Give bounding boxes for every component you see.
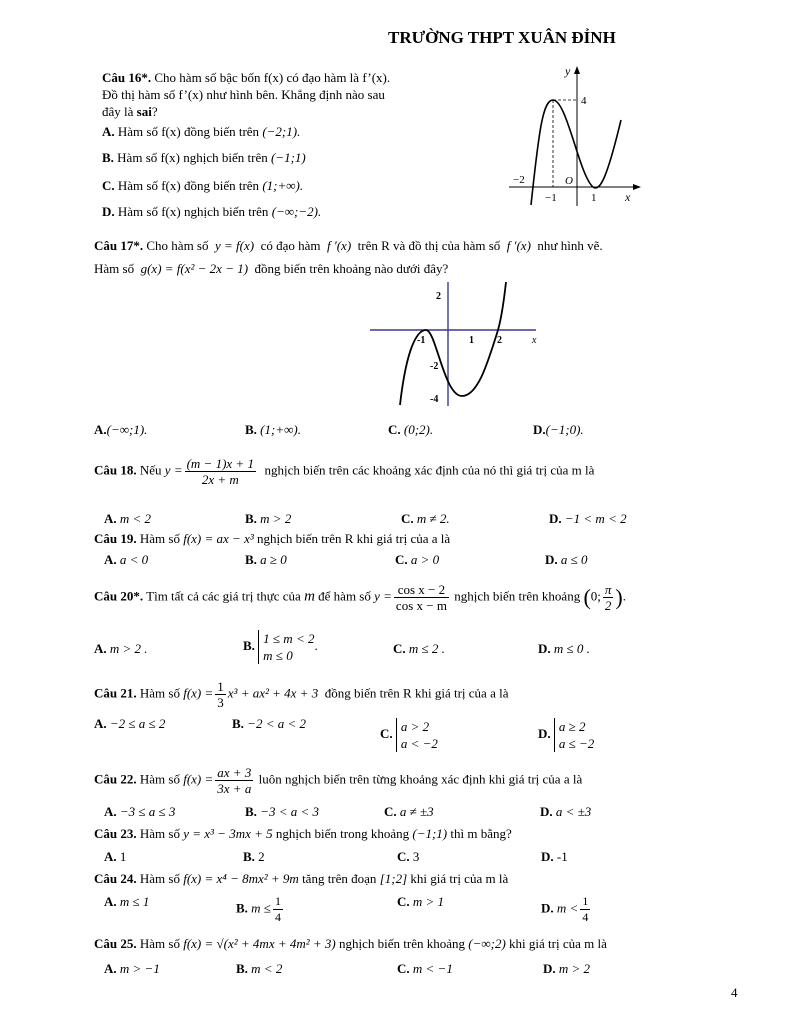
q17-option-a[interactable]: [94, 422, 147, 438]
q22-option-d[interactable]: [540, 804, 591, 820]
page-number: 4: [731, 985, 738, 1000]
q24-option-b-num: 1: [274, 894, 281, 908]
q21-option-c-line2: a < −2: [400, 736, 438, 751]
q16-y-label: y: [565, 64, 571, 78]
q18-option-b-key: B.: [245, 511, 257, 526]
q19-pre: Hàm số: [139, 531, 180, 546]
q17-option-d-math: (−1;0).: [545, 422, 584, 437]
q23-option-d-key: D.: [541, 849, 554, 864]
q17-gx: g(x) = f(x² − 2x − 1): [140, 261, 249, 276]
q21-option-c[interactable]: [380, 718, 438, 752]
q17-option-a-key: A.: [94, 422, 107, 437]
q18-stem: [94, 456, 594, 487]
q17-fx: y = f(x): [215, 238, 255, 253]
q19-option-a-math: a < 0: [119, 552, 149, 567]
q19-stem: [94, 531, 450, 547]
q18-option-d[interactable]: [549, 511, 627, 527]
q20-option-d-math: m ≤ 0 .: [553, 641, 590, 656]
q19-label: Câu 19.: [94, 531, 137, 546]
q21-stem: [94, 679, 508, 710]
q25-pre: Hàm số: [139, 936, 180, 951]
q24-label: Câu 24.: [94, 871, 137, 886]
q17-line2-a: Hàm số: [94, 261, 135, 276]
q16-stem-line1: Cho hàm số bậc bốn f(x) có đạo hàm là f’(x).: [154, 70, 391, 85]
q21-lhs: f(x) =: [183, 685, 214, 701]
q20-m: m: [304, 588, 315, 605]
q21-fraction: [215, 679, 226, 710]
q17-text-e: trên R và đồ thị của hàm số: [357, 238, 501, 253]
q21-option-c-key: C.: [380, 725, 393, 741]
q16-stem-line2: Đồ thị hàm số f’(x) như hình bên. Khẳng định nào sau: [102, 87, 385, 102]
q20-option-c-math: m ≤ 2 .: [408, 641, 445, 656]
q20-mid: để hàm số: [318, 588, 371, 604]
q16-option-d-text: Hàm số f(x) nghịch biến trên: [117, 204, 269, 219]
q24-option-b-lhs: m ≤: [251, 900, 271, 916]
q18-numerator: (m − 1)x + 1: [186, 456, 254, 471]
q18-option-b[interactable]: [245, 511, 291, 527]
q23-option-b[interactable]: [243, 849, 265, 865]
q16-y-arrow: [574, 66, 580, 74]
q19-option-c-key: C.: [395, 552, 408, 567]
q22-stem: [94, 765, 582, 796]
q25-label: Câu 25.: [94, 936, 137, 951]
q23-post: thì m bằng?: [450, 826, 512, 841]
q24-option-b[interactable]: [236, 894, 285, 925]
q17-option-b[interactable]: [245, 422, 301, 438]
q24-option-b-key: B.: [236, 900, 248, 916]
q17-tick-2: 2: [436, 291, 441, 302]
q25-interval: (−∞;2): [468, 936, 506, 951]
q17-line2-c: đồng biến trên khoảng nào dưới đây?: [254, 261, 449, 276]
q18-option-a-key: A.: [104, 511, 117, 526]
q17-label: Câu 17*.: [94, 238, 144, 253]
q16-stem-line3a: đây là: [102, 104, 137, 119]
q22-lhs: f(x) =: [183, 771, 214, 787]
q22-option-d-key: D.: [540, 804, 553, 819]
q16-option-d-math: (−∞;−2).: [271, 204, 322, 219]
q18-label: Câu 18.: [94, 462, 137, 478]
q25-option-a-math: m > −1: [119, 961, 160, 976]
q18-pre: Nếu: [139, 462, 162, 478]
q16-origin: O: [565, 175, 573, 187]
q20-option-b-system: [258, 630, 314, 664]
q22-option-c-key: C.: [384, 804, 397, 819]
q21-option-a-math: −2 ≤ a ≤ 2: [109, 716, 166, 731]
q24-option-d[interactable]: [541, 894, 592, 925]
q17-tick-1: 1: [469, 335, 474, 346]
q20-interval-den: 2: [604, 598, 612, 613]
q19-post: nghịch biến trên R khi giá trị của a là: [257, 531, 451, 546]
q18-option-d-key: D.: [549, 511, 562, 526]
q20-interval-fraction: [603, 582, 614, 613]
q17-option-c-math: (0;2).: [403, 422, 434, 437]
q24-option-d-fraction: [580, 894, 590, 925]
q23-fx: y = x³ − 3mx + 5: [183, 826, 273, 841]
q25-option-a[interactable]: [104, 961, 160, 977]
q22-numerator: ax + 3: [217, 765, 252, 780]
q20-stem: Câu 20*. Tìm tất cả các giá trị thực của m để hàm số y = $\frac{\text{cos x − 2}}{\text{cos x − m}}$ nghịch biến trên khoảng (0; $\frac{\pi}{2}$ ).: [94, 582, 626, 613]
q24-interval: [1;2]: [379, 871, 408, 886]
q23-option-b-math: 2: [258, 849, 265, 864]
q25-option-d-math: m > 2: [558, 961, 591, 976]
q22-fraction: [215, 765, 253, 796]
q21-option-a[interactable]: [94, 716, 165, 732]
q18-post: nghịch biến trên các khoảng xác định của nó thì giá trị của m là: [264, 462, 595, 478]
q16-x-arrow: [633, 184, 641, 190]
q25-option-c-math: m < −1: [412, 961, 453, 976]
q23-option-d[interactable]: [541, 849, 568, 865]
q20-option-b-line1: 1 ≤ m < 2: [263, 631, 315, 646]
q16-derivative-graph: [505, 60, 645, 210]
q17-option-b-key: B.: [245, 422, 257, 437]
q20-option-d-key: D.: [538, 641, 551, 656]
q23-option-a-key: A.: [104, 849, 117, 864]
q25-mid: nghịch biến trên khoảng: [339, 936, 466, 951]
q16-option-a[interactable]: [102, 124, 300, 140]
q21-denominator: 3: [217, 695, 224, 710]
q24-fx: f(x) = x⁴ − 8mx² + 9m: [183, 871, 299, 886]
q23-option-a-math: 1: [119, 849, 127, 864]
q22-option-c-math: a ≠ ±3: [399, 804, 434, 819]
q18-denominator: 2x + m: [201, 472, 239, 487]
q16-option-b[interactable]: [102, 150, 306, 166]
q17-option-a-math: (−∞;1).: [106, 422, 148, 437]
q23-option-a[interactable]: [104, 849, 126, 865]
q24-option-c-key: C.: [397, 894, 410, 909]
q23-option-c-math: 3: [412, 849, 420, 864]
q20-interval-num: π: [604, 582, 612, 597]
q20-paren-close: ): [615, 584, 623, 610]
q17-derivative-graph: [370, 282, 550, 408]
q23-option-c[interactable]: [397, 849, 419, 865]
q20-denominator: cos x − m: [395, 598, 447, 613]
q16-option-c-key: C.: [102, 178, 115, 193]
q21-option-d[interactable]: [538, 718, 594, 752]
q22-option-a-math: −3 ≤ a ≤ 3: [119, 804, 176, 819]
q23-stem: [94, 826, 512, 842]
q21-post: đồng biến trên R khi giá trị của a là: [324, 685, 509, 701]
q22-denominator: 3x + a: [217, 781, 252, 796]
q22-post: luôn nghịch biến trên từng khoảng xác định khi giá trị của a là: [258, 771, 583, 787]
q16-option-a-math: (−2;1).: [262, 124, 301, 139]
q24-option-a-math: m ≤ 1: [119, 894, 150, 909]
q19-fx: f(x) = ax − x³: [183, 531, 254, 546]
q18-option-c-key: C.: [401, 511, 414, 526]
q23-interval: (−1;1): [412, 826, 448, 841]
q21-option-c-line1: a > 2: [400, 719, 430, 734]
q16-option-b-math: (−1;1): [270, 150, 306, 165]
q20-fraction: [394, 582, 449, 613]
q19-option-b-key: B.: [245, 552, 257, 567]
q25-post: khi giá trị của m là: [509, 936, 607, 951]
q19-option-d[interactable]: [545, 552, 588, 568]
q19-option-d-math: a ≤ 0: [560, 552, 588, 567]
q22-option-d-math: a < ±3: [555, 804, 592, 819]
q20-option-c[interactable]: [393, 641, 445, 657]
q16-option-b-text: Hàm số f(x) nghịch biến trên: [117, 150, 268, 165]
q22-pre: Hàm số: [139, 771, 180, 787]
q20-option-b-tail: .: [314, 637, 318, 653]
q21-pre: Hàm số: [139, 685, 180, 701]
q22-label: Câu 22.: [94, 771, 137, 787]
q16-sai: sai: [136, 104, 152, 119]
q23-option-b-key: B.: [243, 849, 255, 864]
q21-option-d-system: [554, 718, 594, 752]
q17-option-d-key: D.: [533, 422, 546, 437]
q18-fraction: [185, 456, 256, 487]
q20-pre: Tìm tất cả các giá trị thực của: [146, 588, 301, 604]
q20-option-b[interactable]: [243, 630, 318, 664]
q21-option-d-line2: a ≤ −2: [558, 736, 595, 751]
q20-interval-a: 0;: [590, 588, 601, 604]
q16-option-b-key: B.: [102, 150, 114, 165]
q17-line1: [94, 238, 603, 254]
q17-tick-neg4: -4: [430, 394, 439, 405]
q19-option-b-math: a ≥ 0: [260, 552, 287, 567]
q17-option-c-key: C.: [388, 422, 401, 437]
q20-option-d[interactable]: [538, 641, 590, 657]
q16-tick-1: 1: [591, 192, 597, 204]
q16-label: Câu 16*.: [102, 70, 152, 85]
q17-tick-neg2: -2: [430, 361, 439, 372]
q24-option-d-lhs: m <: [556, 900, 579, 916]
q24-option-c[interactable]: [397, 894, 444, 910]
q25-option-a-key: A.: [104, 961, 117, 976]
q16-curve: [531, 100, 621, 205]
q19-option-c[interactable]: [395, 552, 439, 568]
q22-option-a[interactable]: [104, 804, 175, 820]
q17-option-d[interactable]: [533, 422, 584, 438]
q18-lhs: y =: [164, 462, 183, 478]
q25-option-d[interactable]: [543, 961, 590, 977]
q25-option-d-key: D.: [543, 961, 556, 976]
q16-tick-neg1: −1: [545, 192, 557, 204]
q18-option-d-math: −1 < m < 2: [564, 511, 627, 526]
q25-option-b[interactable]: [236, 961, 282, 977]
q19-option-c-math: a > 0: [410, 552, 440, 567]
q18-option-a[interactable]: [104, 511, 151, 527]
q24-option-d-num: 1: [582, 894, 589, 908]
q18-option-c[interactable]: [401, 511, 450, 527]
q23-option-d-math: -1: [556, 849, 568, 864]
q16-line1: [102, 70, 390, 86]
q20-option-a[interactable]: [94, 641, 148, 657]
q17-text-c: có đạo hàm: [260, 238, 321, 253]
q17-option-c[interactable]: [388, 422, 433, 438]
q17-option-b-math: (1;+∞).: [260, 422, 301, 437]
q17-fpx: f ′(x): [327, 238, 352, 253]
q20-option-a-math: m > 2 .: [109, 641, 148, 656]
q22-option-a-key: A.: [104, 804, 117, 819]
q24-option-b-den: 4: [274, 910, 281, 924]
q23-pre: Hàm số: [139, 826, 180, 841]
q16-stem-line3c: ?: [151, 104, 158, 119]
q22-option-b[interactable]: [245, 804, 319, 820]
q17-text-a: Cho hàm số: [146, 238, 209, 253]
q25-option-c[interactable]: [397, 961, 453, 977]
q20-option-a-key: A.: [94, 641, 107, 656]
q21-option-b-key: B.: [232, 716, 244, 731]
q21-rest: x³ + ax² + 4x + 3: [227, 685, 319, 701]
q19-option-a[interactable]: [104, 552, 148, 568]
q21-label: Câu 21.: [94, 685, 137, 701]
q19-option-d-key: D.: [545, 552, 558, 567]
q21-numerator: 1: [217, 679, 224, 694]
q23-option-c-key: C.: [397, 849, 410, 864]
q21-option-c-system: [396, 718, 438, 752]
q16-option-c-math: (1;+∞).: [262, 178, 304, 193]
q22-option-c[interactable]: [384, 804, 434, 820]
q25-stem: [94, 936, 607, 952]
q20-numerator: cos x − 2: [394, 582, 449, 598]
q25-option-b-key: B.: [236, 961, 248, 976]
q16-option-a-key: A.: [102, 124, 115, 139]
q25-option-c-key: C.: [397, 961, 410, 976]
q18-option-b-math: m > 2: [260, 511, 292, 526]
q17-tick-x2: 2: [497, 335, 502, 346]
q20-post: nghịch biến trên khoảng: [454, 588, 581, 604]
q24-option-d-den: 4: [582, 910, 589, 924]
q20-option-b-key: B.: [243, 637, 255, 653]
q24-pre: Hàm số: [139, 871, 180, 886]
school-header: TRƯỜNG THPT XUÂN ĐỈNH: [388, 28, 616, 47]
q25-fx: f(x) = √(x² + 4mx + 4m² + 3): [183, 936, 336, 951]
q16-option-d[interactable]: [102, 204, 321, 220]
q23-mid: nghịch biến trong khoảng: [275, 826, 410, 841]
q16-tick-neg2: −2: [513, 174, 525, 186]
q23-label: Câu 23.: [94, 826, 137, 841]
q24-stem: [94, 871, 508, 887]
q20-label: Câu 20*.: [94, 588, 144, 604]
q21-option-a-key: A.: [94, 716, 107, 731]
q16-option-c[interactable]: [102, 178, 303, 194]
q20-option-b-line2: m ≤ 0: [263, 648, 293, 663]
q17-x-label: x: [532, 335, 537, 346]
q24-option-c-math: m > 1: [412, 894, 445, 909]
q18-option-c-math: m ≠ 2.: [416, 511, 450, 526]
q24-option-a[interactable]: [104, 894, 149, 910]
q22-option-b-math: −3 < a < 3: [260, 804, 319, 819]
q19-option-a-key: A.: [104, 552, 117, 567]
q24-option-a-key: A.: [104, 894, 117, 909]
q17-text-g: như hình vẽ.: [537, 238, 603, 253]
q22-option-b-key: B.: [245, 804, 257, 819]
q21-option-b-math: −2 < a < 2: [247, 716, 306, 731]
q17-curve: [400, 282, 506, 405]
q25-option-b-math: m < 2: [251, 961, 283, 976]
q20-lhs: y =: [374, 588, 392, 604]
q21-option-b[interactable]: [232, 716, 306, 732]
q17-line2: [94, 261, 448, 277]
q24-mid: tăng trên đoạn: [302, 871, 377, 886]
q16-line3: [102, 104, 158, 120]
q16-tick-4: 4: [581, 95, 587, 107]
q16-option-a-text: Hàm số f(x) đồng biến trên: [117, 124, 260, 139]
q17-fpx2: f ′(x): [506, 238, 531, 253]
q21-option-d-key: D.: [538, 725, 551, 741]
q19-option-b[interactable]: [245, 552, 287, 568]
q17-tick-neg1: -1: [417, 335, 426, 346]
q16-x-label: x: [625, 190, 631, 204]
q21-option-d-line1: a ≥ 2: [558, 719, 586, 734]
q16-option-c-text: Hàm số f(x) đồng biến trên: [117, 178, 260, 193]
q16-option-d-key: D.: [102, 204, 115, 219]
q24-option-b-fraction: [273, 894, 283, 925]
q24-option-d-key: D.: [541, 900, 554, 916]
q20-paren-open: (: [583, 584, 591, 610]
q24-post: khi giá trị của m là: [410, 871, 509, 886]
q20-option-c-key: C.: [393, 641, 406, 656]
q18-option-a-math: m < 2: [119, 511, 152, 526]
